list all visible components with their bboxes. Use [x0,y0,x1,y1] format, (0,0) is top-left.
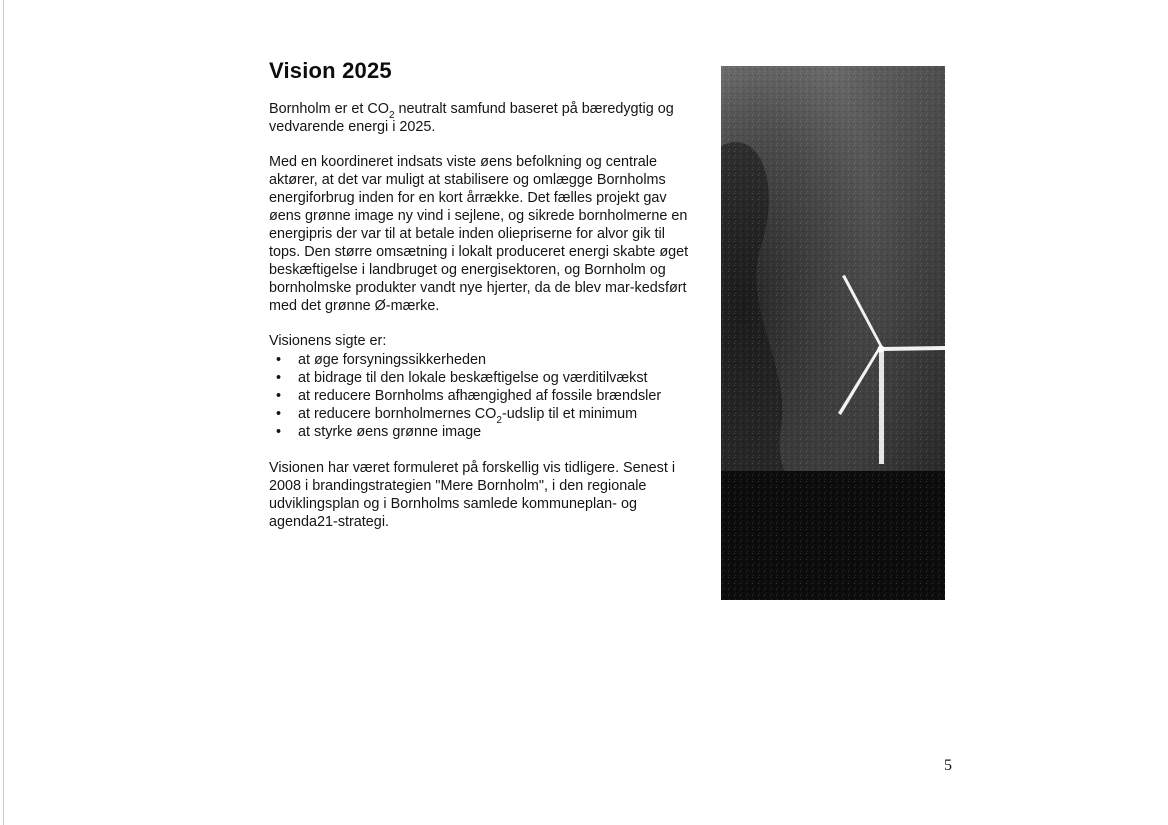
co2-subscript: 2 [388,109,395,121]
co2-subscript: 2 [496,414,502,426]
bullet-icon: • [276,406,282,422]
list-item-text: at reducere Bornholms afhængighed af fossile brændsler [298,388,662,404]
vision-statement [269,100,700,136]
history-paragraph: Visionen har været formuleret på forskellig vis tidligere. Senest i 2008 i brandingstrategien "Mere Bornholm", i den regionale udviklingsplan og i Bornholms samlede kommuneplan- og agenda21-strategi. [269,460,676,530]
page-number: 5 [944,757,952,774]
turbine-hub [878,346,885,353]
vision-statement-text-b: neutralt samfund baseret på bæredygtig og vedvarende energi i 2025. [269,101,674,135]
turbine-tower [879,349,884,464]
page-edge [3,0,4,825]
list-item-text-a: at reducere bornholmernes CO [298,406,497,422]
goals-list [268,351,700,441]
list-item [268,369,700,387]
vision-statement-text-a: Bornholm er et CO [269,101,389,117]
list-item-text: at styrke øens grønne image [298,424,482,440]
list-item [268,423,700,441]
bullet-icon: • [276,370,282,386]
text-column [268,58,700,548]
list-item-text: at øge forsyningssikkerheden [298,352,486,368]
list-item [268,387,700,405]
page-title: Vision 2025 [269,58,392,83]
list-intro: Visionens sigte er: [269,333,387,349]
wind-turbine-photo [721,66,945,600]
list-item-text-b: -udslip til et minimum [501,406,638,422]
list-item [268,405,700,426]
bullet-icon: • [276,352,282,368]
list-item [268,351,700,369]
bullet-icon: • [276,388,282,404]
list-item-text: at bidrage til den lokale beskæftigelse og værditilvækst [298,370,648,386]
bullet-icon: • [276,424,282,440]
wind-turbine-illustration [721,66,945,600]
grain-texture [721,66,945,600]
background-paragraph: Med en koordineret indsats viste øens befolkning og centrale aktører, at det var muligt at stabilisere og omlægge Bornholms energiforbrug inden for en kort årrække. Det fælles projekt gav øens grønne image ny vind i sejlene, og sikrede bornholmerne en energipris der var til at betale inden oliepriserne for alvor gik til tops. Den større omsætning i lokalt produceret energi skabte øget beskæftigelse i landbruget og energisektoren, og Bornholm og bornholmske produkter vandt nye hjerter, da de blev mar-kedsført med det grønne Ø-mærke. [269,154,689,314]
